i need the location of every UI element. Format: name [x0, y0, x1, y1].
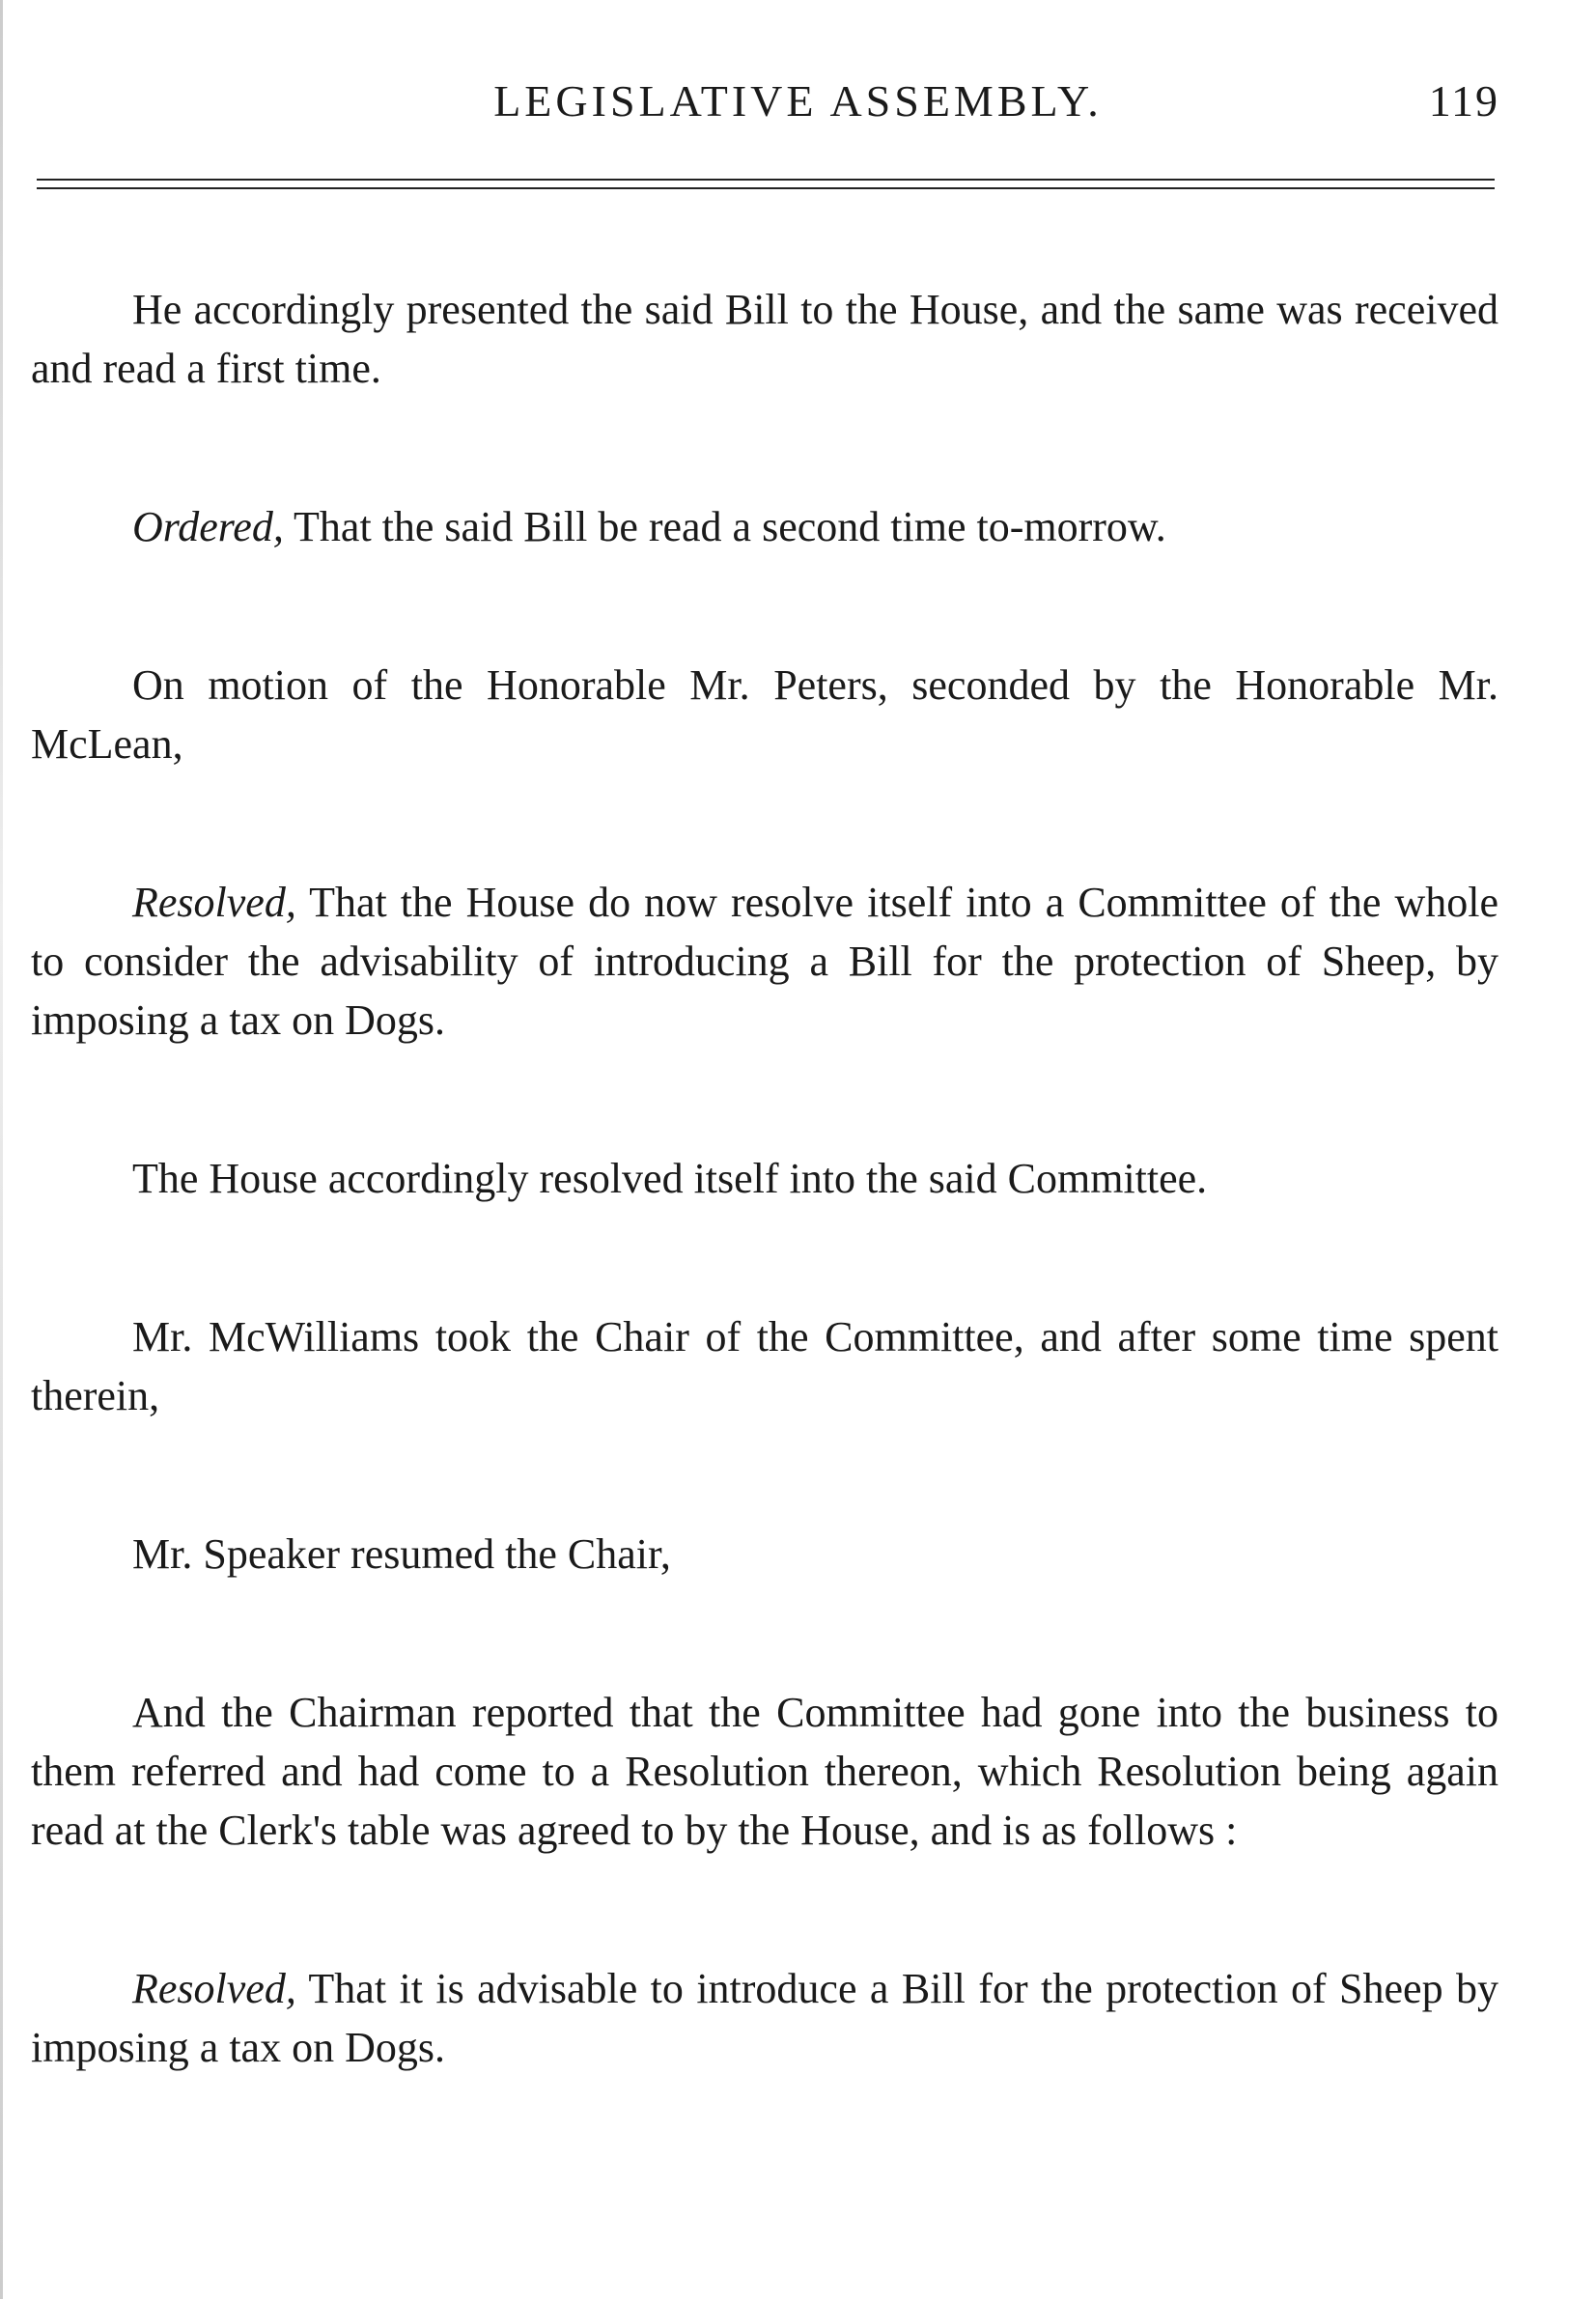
paragraph-chair-taken: Mr. McWilliams took the Chair of the Committee, and after some time spent therein, — [31, 1313, 1498, 1419]
header-rule-bottom — [37, 187, 1495, 189]
body-text — [31, 280, 1498, 2176]
resolved-lead: Resolved, — [132, 879, 296, 926]
paragraph-resolved-advisable: Resolved, That it is advisable to introduce a Bill for the protection of Sheep by imposing a tax on Dogs. — [31, 1965, 1498, 2071]
paragraph-chairman-report: And the Chairman reported that the Committee had gone into the business to them referred and had come to a Resolution thereon, which Resolution being again read at the Clerk's table was agreed to by the House, and is as follows : — [31, 1689, 1498, 1854]
header-rule-top — [37, 179, 1495, 181]
paragraph-bill-presented: He accordingly presented the said Bill to the House, and the same was received and read a first time. — [31, 286, 1498, 392]
scan-edge — [0, 0, 3, 2299]
page-number: 119 — [1428, 76, 1499, 126]
paragraph-motion: On motion of the Honorable Mr. Peters, seconded by the Honorable Mr. McLean, — [31, 661, 1498, 768]
paragraph-speaker-resumed: Mr. Speaker resumed the Chair, — [132, 1530, 671, 1578]
paragraph-ordered-second-reading: Ordered, That the said Bill be read a second time to-morrow. — [132, 503, 1166, 550]
paragraph-resolved-committee: Resolved, That the House do now resolve itself into a Committee of the whole to consider the advisability of introducing a Bill for the protection of Sheep, by imposing a tax on Dogs. — [31, 879, 1498, 1044]
paragraph-house-resolved: The House accordingly resolved itself into the said Committee. — [132, 1155, 1208, 1202]
running-title: LEGISLATIVE ASSEMBLY. — [493, 76, 1103, 126]
resolved-lead: Resolved, — [132, 1965, 296, 2012]
ordered-lead: Ordered, — [132, 503, 284, 550]
running-head — [0, 68, 1596, 135]
